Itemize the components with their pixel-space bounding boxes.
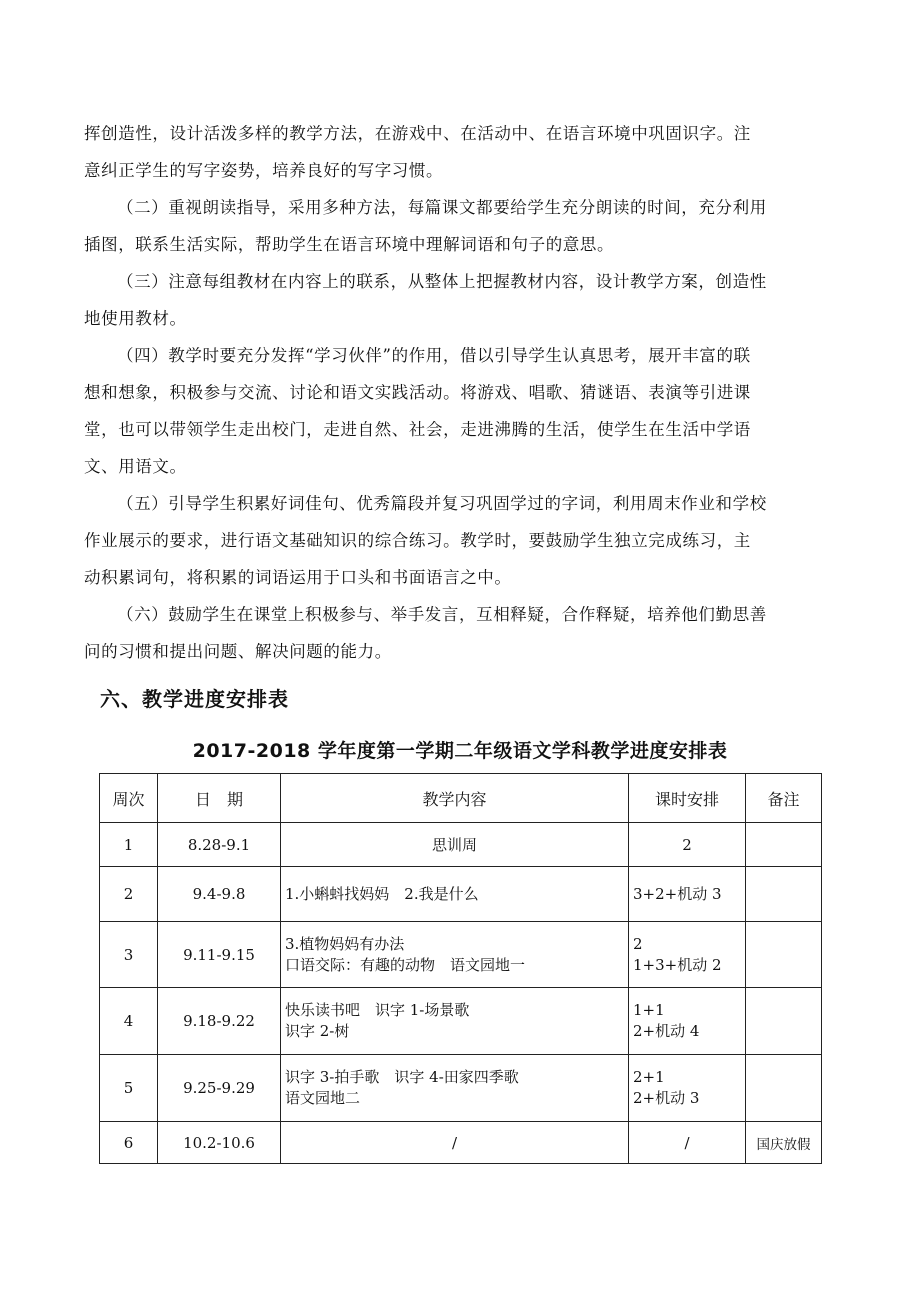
cell-content-line: 语文园地二 <box>285 1089 361 1107</box>
cell-remark <box>746 988 822 1055</box>
paragraph-line: （六）鼓励学生在课堂上积极参与、举手发言，互相释疑，合作释疑，培养他们勤思善 <box>117 605 767 624</box>
cell-week: 4 <box>100 988 158 1055</box>
cell-week: 5 <box>100 1055 158 1122</box>
paragraph-4 <box>84 337 824 485</box>
cell-hours-line: 2 <box>633 934 643 953</box>
cell-hours-line: 2+机动 4 <box>633 1022 700 1040</box>
paragraph-line: 挥创造性，设计活泼多样的教学方法，在游戏中、在活动中、在语言环境中巩固识字。注 <box>84 124 751 143</box>
cell-remark <box>746 1055 822 1122</box>
header-remark: 备注 <box>746 774 822 823</box>
cell-remark <box>746 867 822 922</box>
header-week: 周次 <box>100 774 158 823</box>
cell-hours-line: 1+3+机动 2 <box>633 955 722 974</box>
paragraph-line: 文、用语文。 <box>84 457 187 476</box>
paragraph-line: 插图，联系生活实际，帮助学生在语言环境中理解词语和句子的意思。 <box>84 235 615 254</box>
paragraph-line: 堂，也可以带领学生走出校门，走进自然、社会，走进沸腾的生活，使学生在生活中学语 <box>84 420 751 439</box>
cell-hours-line: / <box>684 1133 690 1152</box>
cell-content-line: / <box>451 1133 458 1152</box>
cell-content-line: 快乐读书吧 识字 1-场景歌 <box>285 1001 470 1019</box>
cell-date: 9.25-9.29 <box>158 1055 281 1122</box>
cell-content-line: 识字 3-拍手歌 识字 4-田家四季歌 <box>285 1068 519 1086</box>
paragraph-line: （四）教学时要充分发挥“学习伙伴”的作用，借以引导学生认真思考，展开丰富的联 <box>117 346 751 365</box>
cell-hours-line: 1+1 <box>633 1001 665 1019</box>
cell-hours <box>629 1122 746 1164</box>
section-heading: 六、教学进度安排表 <box>100 687 289 711</box>
cell-date: 8.28-9.1 <box>158 823 281 867</box>
paragraph-line: （三）注意每组教材在内容上的联系，从整体上把握教材内容，设计教学方案，创造性 <box>117 272 767 291</box>
cell-week: 6 <box>100 1122 158 1164</box>
cell-week: 3 <box>100 922 158 988</box>
cell-content <box>281 1122 629 1164</box>
paragraph-line: 地使用教材。 <box>84 309 187 328</box>
cell-date: 9.4-9.8 <box>158 867 281 922</box>
cell-content-line: 1.小蝌蚪找妈妈 2.我是什么 <box>285 884 479 903</box>
paragraph-line: 意纠正学生的写字姿势，培养良好的写字习惯。 <box>84 161 444 180</box>
cell-date: 9.18-9.22 <box>158 988 281 1055</box>
table-row <box>100 1122 822 1164</box>
table-header-row <box>100 774 822 823</box>
cell-remark: 国庆放假 <box>746 1122 822 1164</box>
paragraph-line: 作业展示的要求，进行语文基础知识的综合练习。教学时，要鼓励学生独立完成练习，主 <box>84 531 751 550</box>
cell-remark <box>746 823 822 867</box>
cell-date: 9.11-9.15 <box>158 922 281 988</box>
paragraph-3 <box>84 263 824 337</box>
cell-hours <box>629 823 746 867</box>
cell-content <box>281 867 629 922</box>
cell-hours-line: 2+机动 3 <box>633 1089 700 1107</box>
cell-content-line: 思训周 <box>431 836 477 854</box>
cell-content <box>281 922 629 988</box>
table-row <box>100 922 822 988</box>
cell-hours-line: 3+2+机动 3 <box>633 884 722 903</box>
cell-content <box>281 823 629 867</box>
cell-hours-line: 2 <box>682 835 692 854</box>
cell-hours-line: 2+1 <box>633 1068 665 1086</box>
paragraph-5 <box>84 485 824 596</box>
cell-date: 10.2-10.6 <box>158 1122 281 1164</box>
header-date: 日 期 <box>158 774 281 823</box>
paragraph-2 <box>84 189 824 263</box>
table-title: 2017-2018 学年度第一学期二年级语文学科教学进度安排表 <box>192 740 728 762</box>
cell-content-line: 口语交际：有趣的动物 语文园地一 <box>285 955 526 974</box>
paragraph-line: 想和想象，积极参与交流、讨论和语文实践活动。将游戏、唱歌、猜谜语、表演等引进课 <box>84 383 751 402</box>
table-row <box>100 1055 822 1122</box>
paragraph-line: 问的习惯和提出问题、解决问题的能力。 <box>84 642 392 661</box>
cell-content <box>281 988 629 1055</box>
cell-content <box>281 1055 629 1122</box>
cell-hours <box>629 867 746 922</box>
cell-week: 2 <box>100 867 158 922</box>
table-row <box>100 823 822 867</box>
paragraph-line: 动积累词句，将积累的词语运用于口头和书面语言之中。 <box>84 568 512 587</box>
cell-hours <box>629 922 746 988</box>
cell-hours <box>629 1055 746 1122</box>
paragraph-6 <box>84 596 824 670</box>
header-hours: 课时安排 <box>629 774 746 823</box>
table-row <box>100 988 822 1055</box>
paragraph-line: （五）引导学生积累好词佳句、优秀篇段并复习巩固学过的字词，利用周末作业和学校 <box>117 494 767 513</box>
cell-content-line: 3.植物妈妈有办法 <box>285 934 405 953</box>
table-row <box>100 867 822 922</box>
paragraph-1 <box>84 115 824 189</box>
cell-hours <box>629 988 746 1055</box>
cell-content-line: 识字 2-树 <box>285 1022 350 1040</box>
paragraph-line: （二）重视朗读指导，采用多种方法，每篇课文都要给学生充分朗读的时间，充分利用 <box>117 198 767 217</box>
cell-remark <box>746 922 822 988</box>
cell-week: 1 <box>100 823 158 867</box>
header-content: 教学内容 <box>281 774 629 823</box>
schedule-table <box>99 773 822 1164</box>
